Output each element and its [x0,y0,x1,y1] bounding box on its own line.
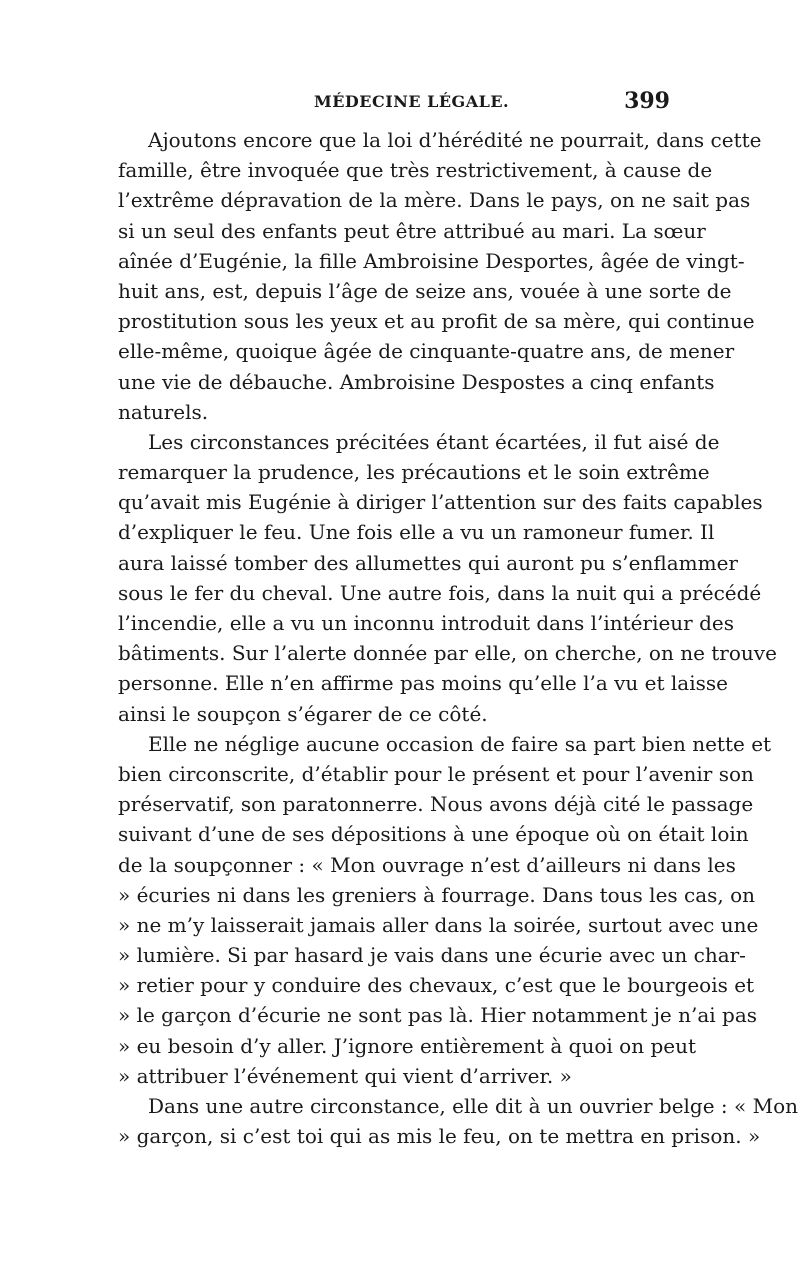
text-line: naturels. [118,399,209,424]
text-line: remarquer la prudence, les précautions et le soin extrême [118,460,710,485]
text-line: » retier pour y conduire des chevaux, c’est que le bourgeois et [118,973,755,998]
text-line: » le garçon d’écurie ne sont pas là. Hier notamment je n’ai pas [118,1003,758,1028]
running-title: MÉDECINE LÉGALE. [314,92,510,111]
text-line: une vie de débauche. Ambroisine Despostes a cinq enfants [118,369,715,394]
text-line: qu’avait mis Eugénie à diriger l’attention sur des faits capables [118,490,763,515]
text-line: elle-même, quoique âgée de cinquante-quatre ans, de mener [118,339,735,364]
text-line: Dans une autre circonstance, elle dit à un ouvrier belge : « Mon [148,1094,799,1118]
text-line: huit ans, est, depuis l’âge de seize ans, vouée à une sorte de [118,278,732,303]
text-line: Elle ne néglige aucune occasion de faire sa part bien nette et [148,731,772,756]
text-line: personne. Elle n’en affirme pas moins qu’elle l’a vu et laisse [118,671,728,696]
text-line: » attribuer l’événement qui vient d’arriver. » [118,1063,572,1088]
text-line: » écuries ni dans les greniers à fourrage. Dans tous les cas, on [118,882,756,907]
text-line: Ajoutons encore que la loi d’hérédité ne pourrait, dans cette [148,128,762,152]
text-line: de la soupçonner : « Mon ouvrage n’est d’ailleurs ni dans les [118,852,736,877]
running-head [118,88,670,118]
text-line: Les circonstances précitées étant écartées, il fut aisé de [148,429,720,454]
text-line: préservatif, son paratonnerre. Nous avons déjà cité le passage [118,792,754,817]
text-line: famille, être invoquée que très restrictivement, à cause de [118,158,713,183]
text-line: prostitution sous les yeux et au profit de sa mère, qui continue [118,309,755,334]
text-line: » lumière. Si par hasard je vais dans une écurie avec un char- [118,943,746,968]
text-line: bien circonscrite, d’établir pour le présent et pour l’avenir son [118,761,754,786]
text-line: sous le fer du cheval. Une autre fois, dans la nuit qui a précédé [118,580,762,605]
text-line: bâtiments. Sur l’alerte donnée par elle, on cherche, on ne trouve [118,641,777,666]
text-line: si un seul des enfants peut être attribué au mari. La sœur [118,218,706,243]
text-line: l’extrême dépravation de la mère. Dans le pays, on ne sait pas [118,188,751,213]
body-text [118,125,799,1151]
text-line: d’expliquer le feu. Une fois elle a vu un ramoneur fumer. Il [118,520,715,545]
text-line: » eu besoin d’y aller. J’ignore entièrement à quoi on peut [118,1033,696,1058]
text-line: » ne m’y laisserait jamais aller dans la soirée, surtout avec une [118,912,759,937]
text-line: l’incendie, elle a vu un inconnu introduit dans l’intérieur des [118,611,734,635]
text-line: aînée d’Eugénie, la fille Ambroisine Desportes, âgée de vingt- [118,248,745,273]
text-line: aura laissé tomber des allumettes qui auront pu s’enflammer [118,550,738,575]
text-line: suivant d’une de ses dépositions à une époque où on était loin [118,822,749,847]
page-number: 399 [624,88,670,114]
text-line: » garçon, si c’est toi qui as mis le feu, on te mettra en prison. » [118,1124,761,1149]
text-line: ainsi le soupçon s’égarer de ce côté. [118,701,488,726]
